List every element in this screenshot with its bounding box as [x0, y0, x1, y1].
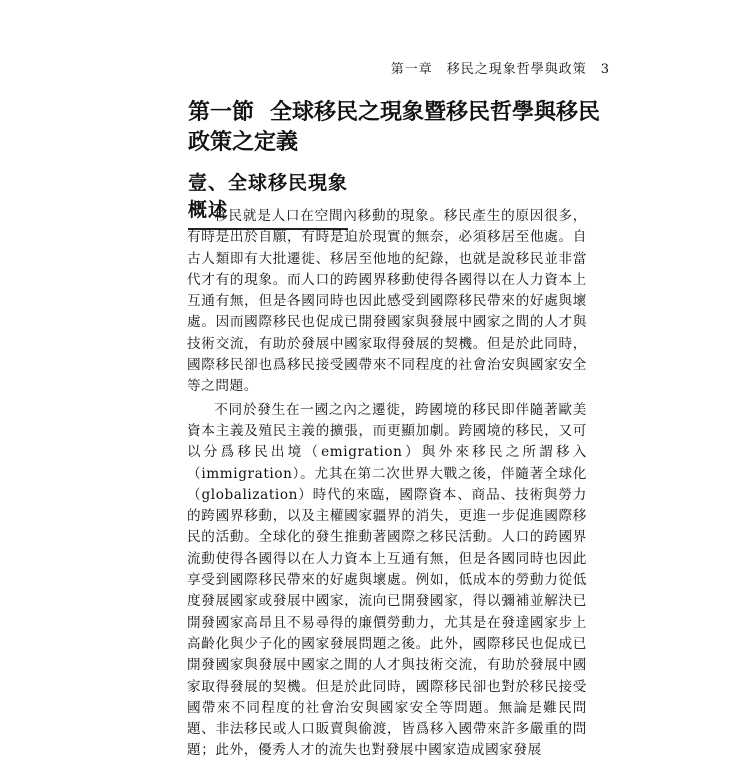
- subsection-heading: 壹、全球移民現象概述: [188, 168, 348, 230]
- paragraph: 不同於發生在一國之內之遷徙，跨國境的移民即伴隨著歐美資本主義及殖民主義的擴張，而更顯加劇。跨國境的移民，又可以分爲移民出境（emigration）與外來移民之所謂移入（immigration）。尤其在第二次世界大戰之後，伴隨著全球化（globalization）時代的來臨，國際資本、商品、技術與勞力的跨國界移動，以及主權國家疆界的消失，更進一步促進國際移民的活動。全球化的發生推動著國際之移民活動。人口的跨國界流動使得各國得以在人力資本上互通有無，但是各國同時也因此享受到國際移民帶來的好處與壞處。例如，低成本的勞動力從低度發展國家或發展中國家，流向已開發國家，得以彌補並解決已開發國家高昂且不易尋得的廉價勞動力，尤其是在發達國家步上高齡化與少子化的國家發展問題之後。此外，國際移民也促成已開發國家與發展中國家之間的人才與技術交流，有助於發展中國家取得發展的契機。但是於此同時，國際移民卻也對於移民接受國帶來不同程度的社會治安與國家安全等問題。無論是難民問題、非法移民或人口販賣與偷渡，皆爲移入國帶來許多嚴重的問題；此外，優秀人才的流失也對發展中國家造成國家發展: [187, 401, 587, 759]
- section-number: 第一節: [188, 99, 255, 125]
- body-text: [187, 206, 587, 762]
- paragraph: 移民就是人口在空間內移動的現象。移民產生的原因很多，有時是出於自願，有時是迫於現實的無奈，必須移居至他處。自古人類即有大批遷徙、移居至他地的紀錄，也就是說移民並非當代才有的現象。而人口的跨國界移動使得各國得以在人力資本上互通有無，但是各國同時也因此感受到國際移民帶來的好處與壞處。因而國際移民也促成已開發國家與發展中國家之間的人才與技術交流，有助於發展中國家取得發展的契機。但是於此同時，國際移民卻也爲移民接受國帶來不同程度的社會治安與國家安全等之問題。: [187, 208, 587, 395]
- section-heading: [188, 97, 608, 157]
- running-header: [391, 58, 610, 77]
- page-number: 3: [600, 62, 610, 77]
- chapter-running-title: 第一章 移民之現象哲學與政策: [390, 62, 587, 77]
- section-title: 全球移民之現象暨移民哲學與移民政策之定義: [188, 99, 601, 155]
